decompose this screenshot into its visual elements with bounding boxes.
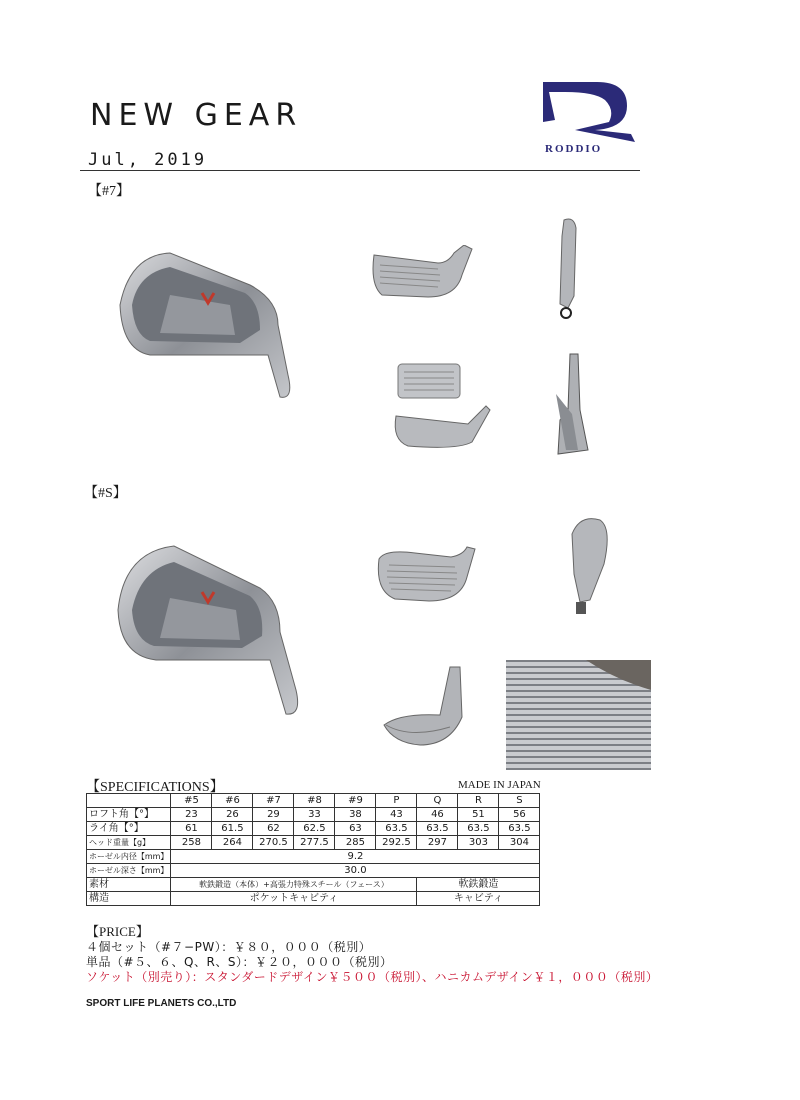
price-line-set: ４個セット（#７−PW）：￥８０，０００（税別） xyxy=(86,940,372,954)
table-cell: 62.5 xyxy=(294,822,335,836)
table-cell: 304 xyxy=(499,836,540,850)
company-name: SPORT LIFE PLANETS CO.,LTD xyxy=(86,998,237,1009)
row-label: ロフト角【°】 xyxy=(87,808,171,822)
row-label: ヘッド重量【g】 xyxy=(87,836,171,850)
wedge-toe-photo xyxy=(560,514,615,620)
table-row xyxy=(87,892,540,906)
row-label: ホーゼル深さ【mm】 xyxy=(87,864,171,878)
table-cell: 297 xyxy=(417,836,458,850)
table-cell: 軟鉄鍛造 xyxy=(417,878,540,892)
specifications-table xyxy=(86,793,540,906)
row-label: 素材 xyxy=(87,878,171,892)
price-line-single: 単品（#５、６、Q、R、S）：￥２０，０００（税別） xyxy=(86,955,393,969)
table-cell: 軟鉄鍛造（本体）+高張力特殊スチール（フェース） xyxy=(171,878,417,892)
table-cell: 46 xyxy=(417,808,458,822)
table-cell: 30.0 xyxy=(171,864,540,878)
iron-face-photo xyxy=(368,245,478,305)
table-header-cell: #5 xyxy=(171,794,212,808)
table-cell: 38 xyxy=(335,808,376,822)
table-row xyxy=(87,864,540,878)
table-row xyxy=(87,836,540,850)
iron-hosel-photo xyxy=(548,350,598,460)
table-cell: 61.5 xyxy=(212,822,253,836)
table-header-cell xyxy=(87,794,171,808)
table-cell: 33 xyxy=(294,808,335,822)
table-cell: 29 xyxy=(253,808,294,822)
row-label: ホーゼル内径【mm】 xyxy=(87,850,171,864)
row-label: 構造 xyxy=(87,892,171,906)
table-cell: 63.5 xyxy=(499,822,540,836)
iron-top-photo xyxy=(388,358,493,453)
table-cell: 56 xyxy=(499,808,540,822)
table-header-cell: Q xyxy=(417,794,458,808)
wedge-sole-photo xyxy=(380,665,475,750)
table-cell: 51 xyxy=(458,808,499,822)
roddio-logo xyxy=(535,70,645,170)
table-cell: 63.5 xyxy=(417,822,458,836)
face-groove-closeup-photo xyxy=(506,660,651,770)
section-heading-s-wedge: 【#S】 xyxy=(84,486,127,501)
table-header-cell: S xyxy=(499,794,540,808)
table-cell: 62 xyxy=(253,822,294,836)
table-header-cell: #9 xyxy=(335,794,376,808)
iron-toe-photo xyxy=(550,216,590,321)
table-header-cell: #7 xyxy=(253,794,294,808)
table-cell: 26 xyxy=(212,808,253,822)
table-cell: 61 xyxy=(171,822,212,836)
table-cell: 277.5 xyxy=(294,836,335,850)
table-cell: 303 xyxy=(458,836,499,850)
table-row xyxy=(87,850,540,864)
table-cell: キャビティ xyxy=(417,892,540,906)
table-header-cell: R xyxy=(458,794,499,808)
table-row xyxy=(87,878,540,892)
wedge-face-photo xyxy=(375,545,485,605)
row-label: ライ角【°】 xyxy=(87,822,171,836)
svg-text:RODDIO: RODDIO xyxy=(545,143,603,155)
table-header-cell: P xyxy=(376,794,417,808)
page-title: NEW GEAR xyxy=(90,98,303,133)
wedge-head-back-photo xyxy=(110,540,320,720)
table-cell: 63.5 xyxy=(376,822,417,836)
table-cell: 258 xyxy=(171,836,212,850)
divider xyxy=(80,170,640,171)
table-cell: 292.5 xyxy=(376,836,417,850)
table-cell: 43 xyxy=(376,808,417,822)
table-cell: 63.5 xyxy=(458,822,499,836)
section-heading-7-iron: 【#7】 xyxy=(88,184,130,199)
table-cell: 9.2 xyxy=(171,850,540,864)
table-cell: ポケットキャビティ xyxy=(171,892,417,906)
section-heading-specifications: 【SPECIFICATIONS】 xyxy=(86,780,224,795)
table-row xyxy=(87,808,540,822)
made-in-label: MADE IN JAPAN xyxy=(458,779,541,791)
table-row xyxy=(87,822,540,836)
table-cell: 264 xyxy=(212,836,253,850)
table-cell: 285 xyxy=(335,836,376,850)
iron-head-back-photo xyxy=(110,245,310,405)
table-cell: 23 xyxy=(171,808,212,822)
table-header-cell: #8 xyxy=(294,794,335,808)
table-cell: 63 xyxy=(335,822,376,836)
table-cell: 270.5 xyxy=(253,836,294,850)
price-line-socket: ソケット（別売り）：スタンダードデザイン￥５００（税別）、ハニカムデザイン￥１，０００（税別） xyxy=(86,970,659,984)
table-header-row xyxy=(87,794,540,808)
section-heading-price: 【PRICE】 xyxy=(86,924,149,939)
table-header-cell: #6 xyxy=(212,794,253,808)
issue-date: Jul, 2019 xyxy=(88,150,208,170)
